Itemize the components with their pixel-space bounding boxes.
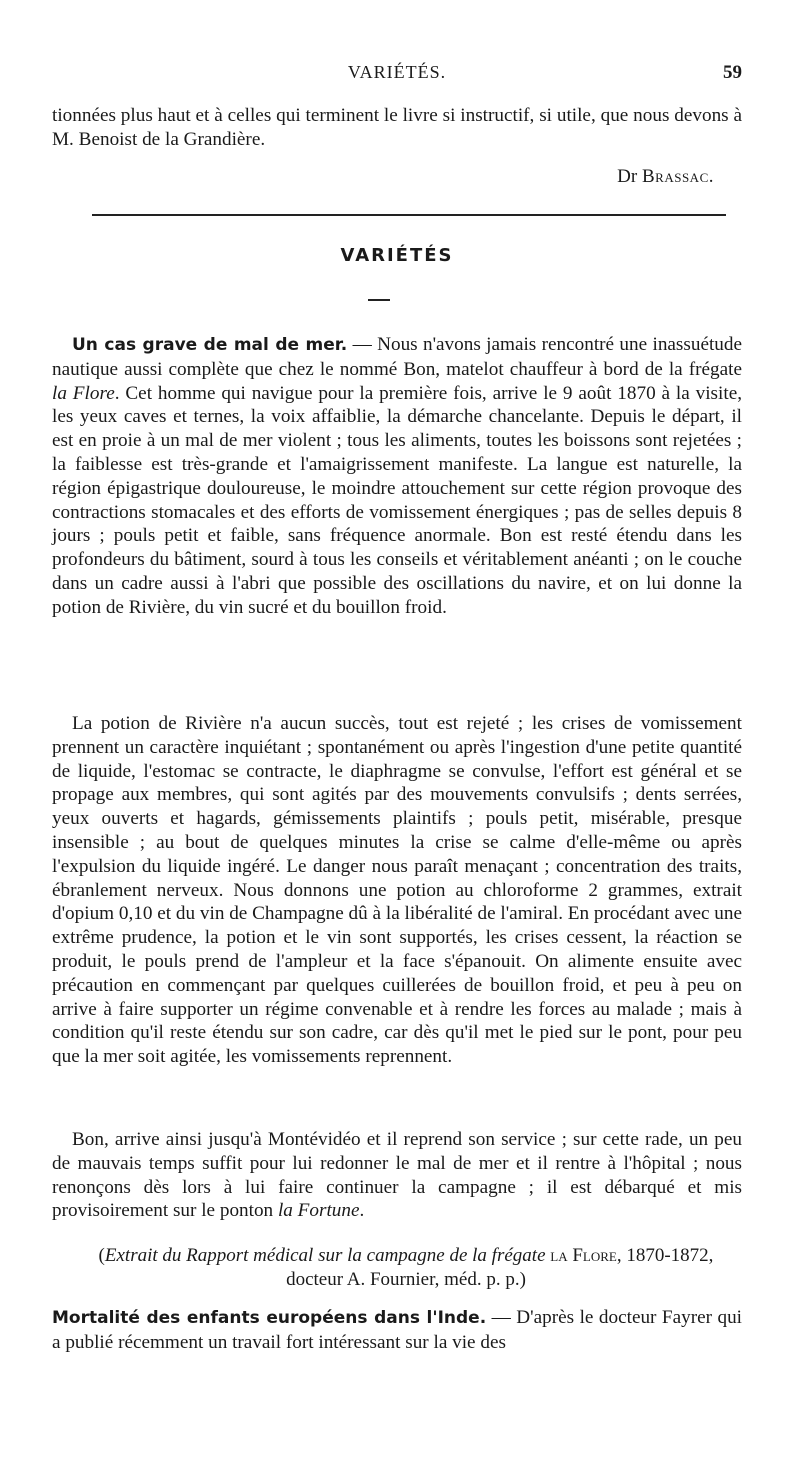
article-child-mortality-paragraph — [52, 1306, 742, 1355]
citation-details: , 1870-1872, docteur A. Fournier, méd. p. p.) — [286, 1245, 714, 1290]
signature-title: Dr — [617, 166, 638, 187]
running-header — [52, 62, 742, 86]
citation-ship: la Flore — [550, 1245, 617, 1266]
article-sea-sickness-heading: Un cas grave de mal de mer. — [72, 335, 348, 355]
title-underline — [368, 299, 390, 301]
running-title: VARIÉTÉS. — [347, 62, 447, 82]
paragraph-end: . — [359, 1200, 365, 1222]
paragraph-text: La potion de Rivière n'a aucun succès, tout est rejeté ; les crises de vomissement prennent un caractère inquiétant ; spontanément ou après l'ingestion d'une petite quantité de liquide, l'estomac se contracte, le diaphragme se convulse, l'effort est général et se propage aux membres, qui sont agités par des mouvements convulsifs ; dents serrées, yeux ouverts et hagards, gémissements plaintifs ; pouls petit, misérable, presque insensible ; au bout de quelques minutes la crise se calme d'elle-même ou après l'expulsion du liquide ingéré. Le danger nous paraît menaçant ; concentration des traits, ébranlement nerveux. Nous donnons une potion au chloroforme 2 grammes, extrait d'opium 0,10 et du vin de Champagne dû à la libéralité de l'amiral. En procédant avec une extrême prudence, la potion et le vin sont supportés, les crises cessent, la réaction se produit, le pouls prend de l'ampleur et la face s'épanouit. On alimente ensuite avec précaution en commençant par quelques cuillerées de bouillon froid, et peu à peu on arrive à faire supporter un régime convenable et à rendre les forces au malade ; mais à condition qu'il reste étendu sur son cadre, car dès qu'il met le pied sur le pont, pour peu que la mer soit agitée, les vomissements reprennent. — [52, 713, 742, 1068]
previous-article-closing: tionnées plus haut et à celles qui terminent le livre si instructif, si utile, que nous devons à M. Benoist de la Grandière. — [52, 105, 742, 150]
article-child-mortality-heading: Mortalité des enfants européens dans l'Inde. — [52, 1308, 487, 1328]
page-number: 59 — [723, 62, 742, 83]
paragraph-text: Bon, arrive ainsi jusqu'à Montévidéo et il reprend son service ; sur cette rade, un peu de mauvais temps suffit pour lui redonner le mal de mer et il rentre à l'hôpital ; nous renonçons dès lors à lui faire continuer la campagne ; il est débarqué et mis provisoirement sur le ponton — [52, 1129, 742, 1222]
article-citation — [70, 1244, 742, 1292]
ship-name: la Flore — [52, 382, 115, 404]
article-sea-sickness-paragraph-3 — [52, 1128, 742, 1223]
article-sea-sickness-paragraph-1 — [52, 333, 742, 620]
paragraph-text: — D'après le docteur Fayrer qui a publié récemment un travail fort intéressant sur la vie des — [52, 1307, 742, 1353]
citation-open: ( — [98, 1245, 105, 1266]
article-sea-sickness-paragraph-2 — [52, 712, 742, 1069]
ship-name: la Fortune — [277, 1200, 360, 1222]
paragraph-text: . Cet homme qui navigue pour la première fois, arrive le 9 août 1870 à la visite, les yeux caves et ternes, la voix affaiblie, la démarche chancelante. Depuis le départ, il est en proie à un mal de mer violent ; tous les aliments, toutes les boissons sont rejetées ; la faiblesse est très-grande et l'amaigrissement manifeste. La langue est naturelle, la région épigastrique douloureuse, le moindre attouchement sur cette région provoque des contractions stomacales et des efforts de vomissement énergiques ; pas de selles depuis 8 jours ; pouls petit et faible, sans fréquence anormale. Bon est resté étendu dans les profondeurs du bâtiment, sourd à tous les conseils et véritablement anéanti ; on le couche dans un cadre aussi à l'abri que possible des oscillations du navire, et on lui donne la potion de Rivière, du vin sucré et du bouillon froid. — [52, 382, 743, 618]
author-signature — [617, 166, 714, 188]
section-title: VARIÉTÉS — [340, 245, 454, 266]
signature-name: Brassac. — [641, 166, 714, 187]
section-divider — [92, 214, 726, 216]
paragraph-text: — Nous n'avons jamais rencontré une inassuétude nautique aussi complète que chez le nommé Bon, matelot chauffeur à bord de la frégate — [52, 334, 743, 380]
citation-source: Extrait du Rapport médical sur la campagne de la frégate — [104, 1245, 546, 1266]
